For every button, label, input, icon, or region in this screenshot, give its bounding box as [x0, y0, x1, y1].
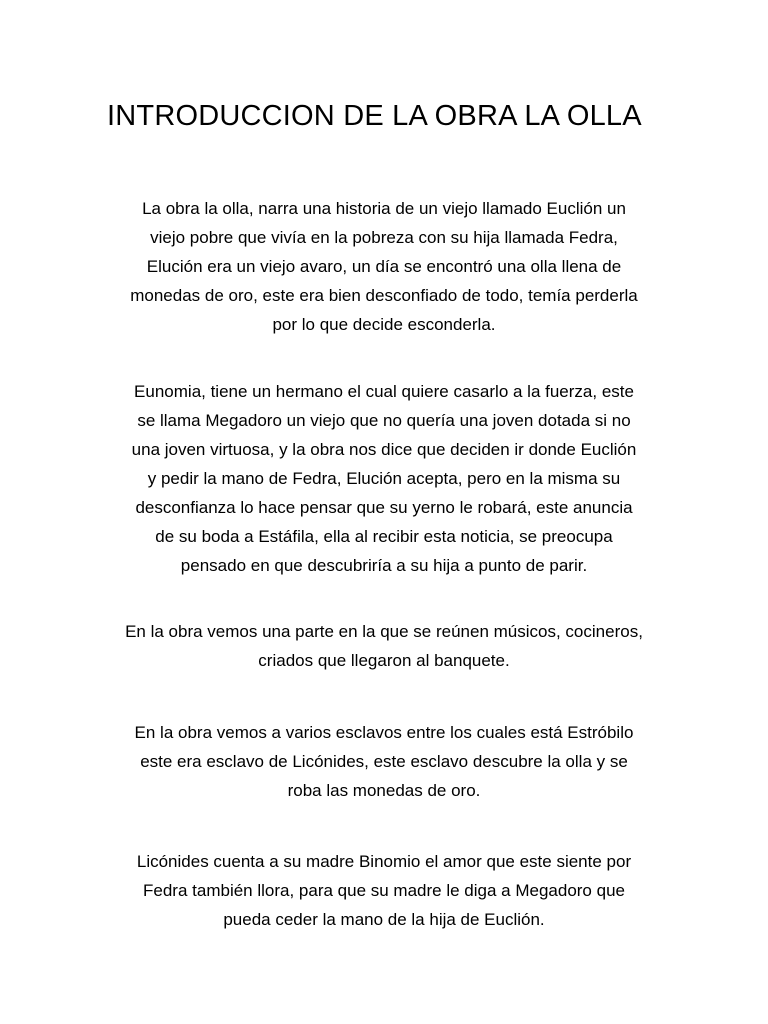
paragraph-2 [104, 377, 664, 580]
paragraph-3 [104, 617, 664, 675]
paragraph-line: de su boda a Estáfila, ella al recibir esta noticia, se preocupa [155, 527, 613, 546]
paragraph-line: Licónides cuenta a su madre Binomio el amor que este siente por [136, 852, 632, 871]
paragraph-line: se llama Megadoro un viejo que no quería una joven dotada si no [137, 411, 631, 430]
paragraph-line: monedas de oro, este era bien desconfiado de todo, temía perderla [130, 286, 638, 305]
paragraph-line: una joven virtuosa, y la obra nos dice que deciden ir donde Euclión [131, 440, 637, 459]
paragraph-line: La obra la olla, narra una historia de un viejo llamado Euclión un [142, 199, 626, 218]
paragraph-line: pensado en que descubriría a su hija a punto de parir. [180, 556, 588, 575]
paragraph-line: En la obra vemos a varios esclavos entre los cuales está Estróbilo [134, 723, 634, 742]
paragraph-line: y pedir la mano de Fedra, Elución acepta, pero en la misma su [147, 469, 621, 488]
paragraph-line: Eunomia, tiene un hermano el cual quiere casarlo a la fuerza, este [134, 382, 634, 401]
document-title: INTRODUCCION DE LA OBRA LA OLLA [107, 100, 642, 132]
paragraph-line: Elución era un viejo avaro, un día se encontró una olla llena de [146, 257, 622, 276]
paragraph-line: por lo que decide esconderla. [272, 315, 496, 334]
paragraph-line: En la obra vemos una parte en la que se reúnen músicos, cocineros, [125, 622, 643, 641]
paragraph-line: roba las monedas de oro. [287, 781, 481, 800]
paragraph-4 [104, 718, 664, 805]
paragraph-1 [104, 194, 664, 339]
paragraph-line: este era esclavo de Licónides, este esclavo descubre la olla y se [140, 752, 628, 771]
paragraph-line: viejo pobre que vivía en la pobreza con su hija llamada Fedra, [150, 228, 618, 247]
paragraph-5 [104, 847, 664, 934]
paragraph-line: Fedra también llora, para que su madre le diga a Megadoro que [143, 881, 625, 900]
paragraph-line: pueda ceder la mano de la hija de Euclión. [223, 910, 545, 929]
paragraph-line: desconfianza lo hace pensar que su yerno le robará, este anuncia [135, 498, 633, 517]
paragraph-line: criados que llegaron al banquete. [258, 651, 510, 670]
